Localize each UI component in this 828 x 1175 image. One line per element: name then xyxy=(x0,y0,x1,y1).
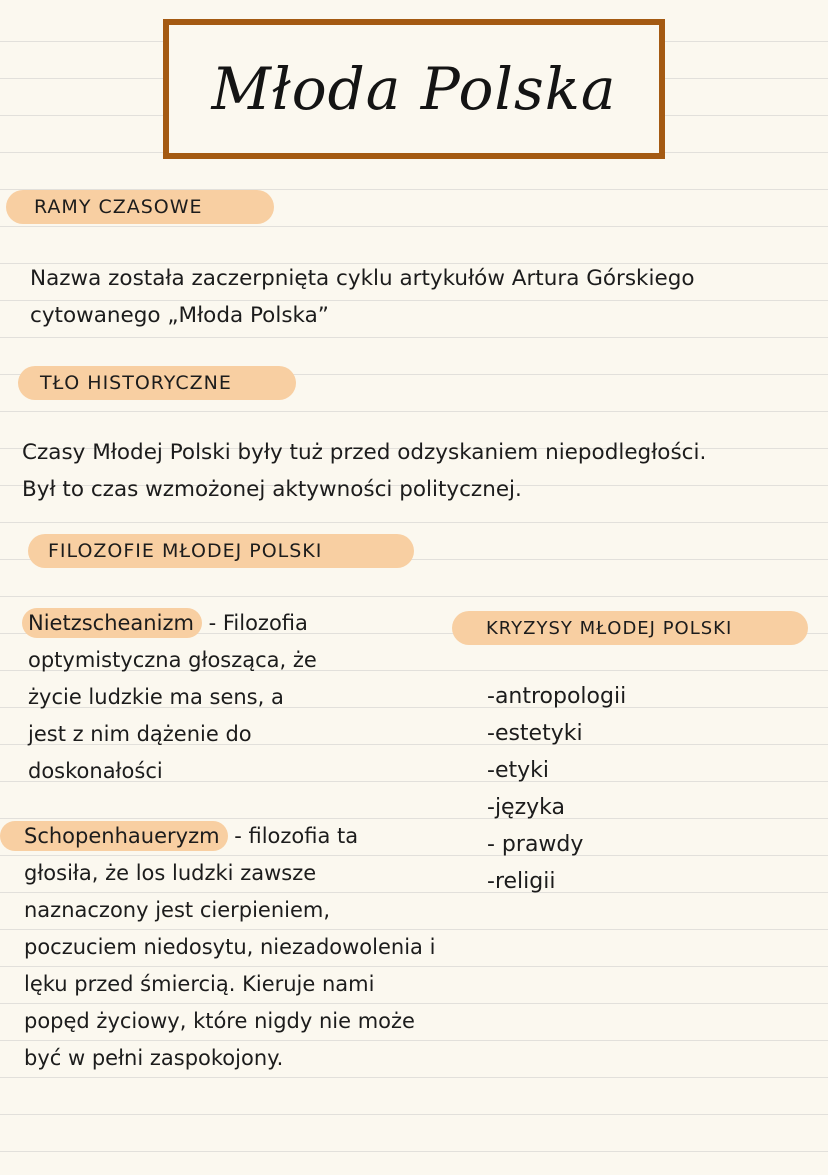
heading-tlo-historyczne: TŁO HISTORYCZNE xyxy=(18,366,296,400)
paragraph-line: Nazwa została zaczerpnięta cyklu artykułów Artura Górskiego xyxy=(30,266,695,291)
paragraph-line: doskonałości xyxy=(28,759,163,783)
paragraph-line: optymistyczna głosząca, że xyxy=(28,648,317,672)
paragraph-line: Czasy Młodej Polski były tuż przed odzyskaniem niepodległości. xyxy=(22,440,707,465)
paragraph-line: życie ludzkie ma sens, a xyxy=(28,685,284,709)
paragraph-line: poczuciem niedosytu, niezadowolenia i xyxy=(24,935,436,959)
list-item: -religii xyxy=(487,869,556,894)
paragraph-line: cytowanego „Młoda Polska” xyxy=(30,303,329,328)
paragraph-schopenhaueryzm xyxy=(24,818,435,1077)
kryzysy-list xyxy=(487,678,626,900)
paragraph-line: popęd życiowy, które nigdy nie może xyxy=(24,1009,415,1033)
title-frame xyxy=(163,19,665,159)
list-item: -estetyki xyxy=(487,721,583,746)
paragraph-line: być w pełni zaspokojony. xyxy=(24,1046,284,1070)
paragraph-ramy-czasowe xyxy=(30,260,695,334)
heading-kryzysy: KRYZYSY MŁODEJ POLSKI xyxy=(452,611,808,645)
paragraph-line: jest z nim dążenie do xyxy=(28,722,252,746)
list-item: -etyki xyxy=(487,758,549,783)
list-item: -języka xyxy=(487,795,565,820)
paragraph-nietzscheanizm xyxy=(28,605,317,790)
list-item: -antropologii xyxy=(487,684,627,709)
heading-filozofie: FILOZOFIE MŁODEJ POLSKI xyxy=(28,534,414,568)
term-nietzscheanizm: Nietzscheanizm xyxy=(22,608,202,638)
paragraph-line: lęku przed śmiercią. Kieruje nami xyxy=(24,972,375,996)
page-title: Młoda Polska xyxy=(211,55,617,123)
paragraph-line: głosiła, że los ludzki zawsze xyxy=(24,861,317,885)
paragraph-line: Był to czas wzmożonej aktywności politycznej. xyxy=(22,477,522,502)
paragraph-line: - Filozofia xyxy=(201,611,308,635)
term-schopenhaueryzm: Schopenhaueryzm xyxy=(0,821,228,851)
paragraph-line: - filozofia ta xyxy=(227,824,359,848)
heading-ramy-czasowe: RAMY CZASOWE xyxy=(6,190,274,224)
list-item: - prawdy xyxy=(487,832,584,857)
paragraph-line: naznaczony jest cierpieniem, xyxy=(24,898,331,922)
paragraph-tlo-historyczne xyxy=(22,434,706,508)
